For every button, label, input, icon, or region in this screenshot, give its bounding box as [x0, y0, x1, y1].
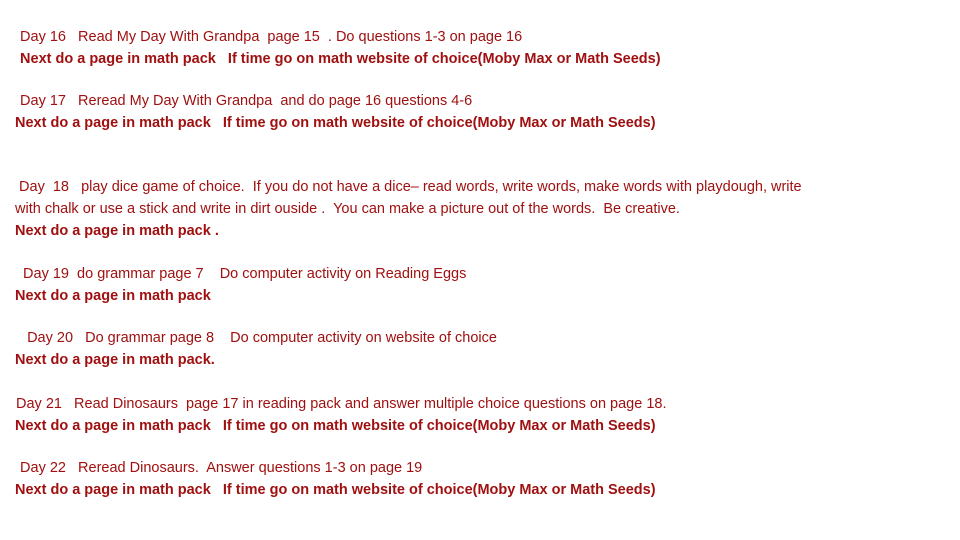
- day19-line2: Next do a page in math pack: [15, 288, 211, 304]
- day18-line1: Day 18 play dice game of choice. If you do not have a dice– read words, write words, make words with playdough, write: [15, 179, 802, 195]
- day18-line2: with chalk or use a stick and write in dirt ouside . You can make a picture out of the words. Be creative.: [15, 201, 680, 217]
- day21-line1: Day 21 Read Dinosaurs page 17 in reading pack and answer multiple choice questions on page 18.: [16, 396, 667, 412]
- day21-line2: Next do a page in math pack If time go on math website of choice(Moby Max or Math Seeds): [15, 418, 656, 434]
- day17-line1: Day 17 Reread My Day With Grandpa and do page 16 questions 4-6: [16, 93, 473, 109]
- day20-line1: Day 20 Do grammar page 8 Do computer activity on website of choice: [15, 330, 497, 346]
- day16-line1: Day 16 Read My Day With Grandpa page 15 . Do questions 1-3 on page 16: [16, 29, 523, 45]
- day16-line2: Next do a page in math pack If time go on math website of choice(Moby Max or Math Seeds): [16, 51, 661, 67]
- day19-line1: Day 19 do grammar page 7 Do computer activity on Reading Eggs: [15, 266, 467, 282]
- day17-line2: Next do a page in math pack If time go on math website of choice(Moby Max or Math Seeds): [15, 115, 656, 131]
- day22-line2: Next do a page in math pack If time go on math website of choice(Moby Max or Math Seeds): [15, 482, 656, 498]
- day22-line1: Day 22 Reread Dinosaurs. Answer questions 1-3 on page 19: [16, 460, 423, 476]
- day20-line2: Next do a page in math pack.: [15, 352, 215, 368]
- day18-line3: Next do a page in math pack .: [15, 223, 219, 239]
